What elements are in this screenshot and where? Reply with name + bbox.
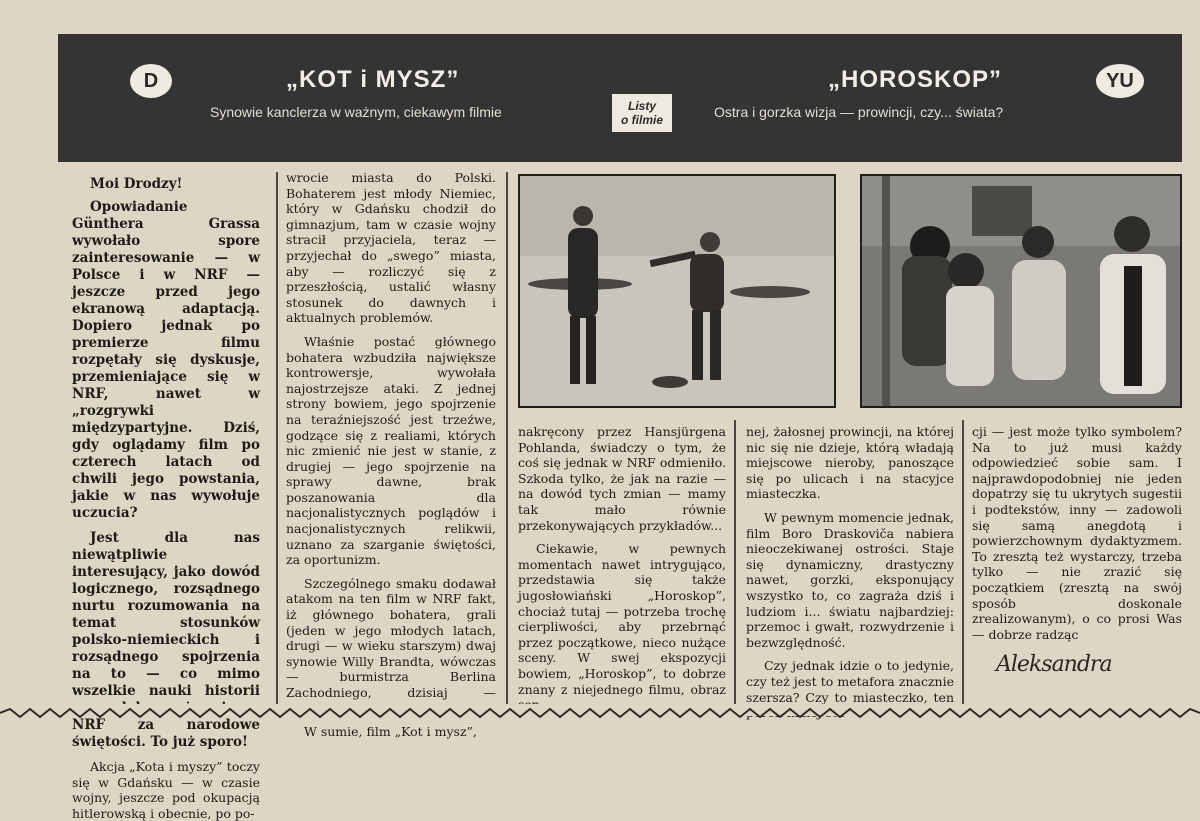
section-label-box [612,94,672,132]
crowd-scene-image [862,176,1180,406]
country-badge-left: D [130,64,172,98]
article-column-3 [518,424,726,716]
paragraph: Właśnie postać głównego bohatera wzbudziła największe kontrowersje, wywołała najostrzejsze ataki. Z jednej strony bowiem, jego spojrzenie na teraźniejszość jest trzeźwe, godzące się z realiami, których nic zmienić nie jest w stanie, z drugiej — jego spojrzenie na sprawy dawne, brak poszanowania dla nacjonalistycznych poglądów i nacjonalistycznych relikwii, uznano za szarganie świętości, za oportunizm. [286,333,496,568]
paragraph: W pewnym momencie jednak, film Boro Draskoviča nabiera nieoczekiwanej ostrości. Staje się dynamiczny, drastyczny nawet, gorzki, eksponujący wszystko to, co zagraża dziś i ludziom i... światu najbardziej: przemoc i gwałt, rozwydrzenie i bezwzględność. [746,509,954,650]
film-title-right: „HOROSKOP” [828,66,1003,93]
paragraph: Ciekawie, w pewnych momentach nawet intrygująco, przedstawia się także jugosłowiański „Horoskop”, chociaż tutaj — potrzeba trochę cierpliwości, aby przebrnąć przez początkowe, nieco nużące sceny. W swej ekspozycji bowiem, „Horoskop”, to dobrze znany z niejednego filmu, obraz [518,541,726,697]
film-title-left: „KOT i MYSZ” [286,66,460,93]
paragraph: Czy jednak idzie o to jedynie, czy też jest to metafora znacznie szersza? Czy to miasteczko, ten [746,658,954,705]
article-column-4 [746,424,954,716]
paragraph: Jest dla nas niewątpliwie interesujący, jako dowód logicznego, rozsądnego nurtu rozumowania na temat stosunków polsko-niemieckich i rozsądnego spojrzenia na to — co mimo wszelkie nauki historii NRF za narodowe świętości. To już sporo! [72,530,260,750]
paragraph: cji — jest może tylko symbolem? Na to już musi każdy odpowiedzieć sobie sam. I najprawdopodobniej nie jeden dopatrzy się tu ukrytych sugestii i podtekstów, inny — zadowoli się samą anegdotą i powierzchownym dydaktyzmem. To zresztą też wystarczy, trzeba tylko — nie zrazić się początkiem (zresztą na swój sposób doskonale zrealizowanym), o co prosi Was — dobrze radząc [972,424,1182,642]
column-rule-3 [734,420,736,712]
paragraph: W sumie, film „Kot i mysz”, [304,724,477,740]
column-rule-4 [962,420,964,712]
film-still-kot-i-mysz [518,174,836,408]
paragraph: nej, żałosnej prowincji, na której nic się nie dzieje, którą władają miejscowe nieroby, panoszące się po ulicach i na stacyjce miasteczka. [746,424,954,502]
paragraph: Szczególnego smaku dodawał atakom na ten film w NRF fakt, iż głównego bohatera, grali (jeden w jego młodych latach, drugi — w wieku starszym) dwaj synowie Willy Brandta, wówczas — burmistrza Berlina Zachodniego, dzisiaj — [286,575,496,700]
beach-scene-image [520,176,834,406]
paragraph: nakręcony przez Hansjürgena Pohlanda, świadczy o tym, że coś się jednak w NRF odmieniło. Szkoda tylko, że jak na razie — na dowód tych zmian — mamy tak mało równie przekonywających przykładów... [518,424,726,533]
column-rule-2 [506,172,508,712]
column-rule-1 [276,172,278,712]
film-still-horoskop [860,174,1182,408]
article-column-2 [286,170,496,740]
film-subtitle-right: Ostra i gorzka wizja — prowincji, czy... świata? [714,104,1004,120]
film-subtitle-left: Synowie kanclerza w ważnym, ciekawym filmie [210,104,502,120]
zigzag-border-ornament [0,707,1200,719]
section-label-line1: Listy [627,99,656,113]
article-column-1 [72,176,260,821]
salutation: Moi Drodzy! [90,176,183,192]
paragraph: Opowiadanie Günthera Grassa wywołało spore zainteresowanie — w Polsce i w NRF — jeszcze przed jego ekranową adaptacją. Dopiero jednak po premierze filmu rozpętały się dyskusje, przemieniające się w NRF, nawet w „rozgrywki międzypartyjne. Dziś, gdy oglądamy film po czterech latach od chwili jego powstania, jakie w nas wywołuje uczucia? [72,199,260,521]
header-band [58,34,1182,162]
section-label-line2: o filmie [620,113,663,127]
paragraph: Akcja „Kota i myszy” toczy się w Gdańsku — w czasie wojny, jeszcze pod okupacją hitlerowską i obecnie, po po- [72,759,260,821]
country-badge-right: YU [1096,64,1144,98]
paragraph: wrocie miasta do Polski. Bohaterem jest młody Niemiec, który w Gdańsku chodził do gimnazjum, tam w czasie wojny stracił przyjaciela, teraz — przyjechał do „swego” miasta, aby — rozliczyć się z przeszłością, ustalić własny stosunek do dawnych i aktualnych problemów. [286,170,496,326]
bottom-border [0,704,1200,716]
author-signature: Aleksandra [996,652,1112,677]
